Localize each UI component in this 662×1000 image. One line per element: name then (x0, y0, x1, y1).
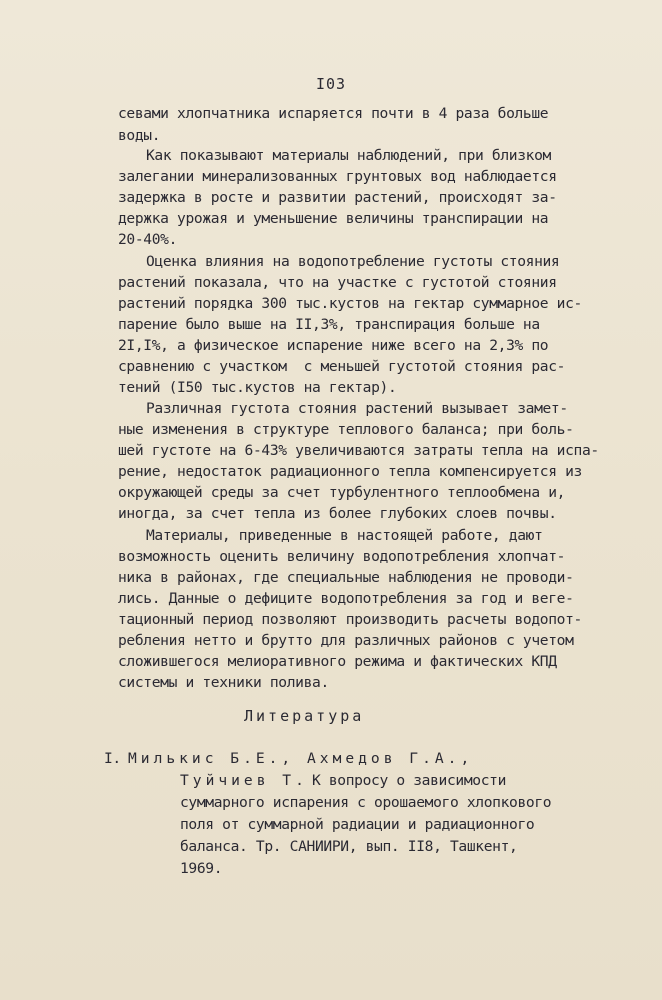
text-line: рение, недостаток радиационного тепла компенсируется из (118, 463, 582, 480)
text-line: задержка в росте и развитии растений, происходят за- (118, 189, 557, 206)
text-line: растений порядка 300 тыс.кустов на гектар суммарное ис- (118, 295, 582, 312)
page-number: I03 (315, 75, 347, 93)
text-line: севами хлопчатника испаряется почти в 4 раза больше (118, 105, 549, 122)
text-line: держка урожая и уменьшение величины транспирации на (118, 210, 549, 227)
reference-line: суммарного испарения с орошаемого хлопкового (180, 794, 552, 811)
reference-line: баланса. Тр. САНИИРИ, вып. II8, Ташкент, (180, 838, 518, 855)
text-line: возможность оценить величину водопотребления хлопчат- (118, 548, 566, 565)
text-line: 2I,I%, а физическое испарение ниже всего на 2,3% по (118, 337, 549, 354)
text-line: ребления нетто и брутто для различных районов с учетом (118, 632, 574, 649)
references-heading: Литература (244, 707, 365, 725)
text-line: растений показала, что на участке с густотой стояния (118, 274, 557, 291)
text-line: окружающей среды за счет турбулентного теплообмена и, (118, 484, 566, 501)
text-line: ника в районах, где специальные наблюдения не проводи- (118, 569, 574, 586)
text-line: сравнению с участком с меньшей густотой стояния рас- (118, 358, 566, 375)
reference-number: I. (104, 750, 121, 767)
reference-author2: Туйчиев Т. (180, 772, 308, 789)
text-line: системы и техники полива. (118, 674, 329, 691)
text-line: Различная густота стояния растений вызывает замет- (146, 400, 568, 417)
text-line: тений (I50 тыс.кустов на гектар). (118, 379, 397, 396)
text-line: Оценка влияния на водопотребление густоты стояния (146, 253, 560, 270)
reference-line: 1969. (180, 860, 223, 877)
text-line: иногда, за счет тепла из более глубоких слоев почвы. (118, 505, 557, 522)
text-line: парение было выше на II,3%, транспирация больше на (118, 316, 540, 333)
text-line: тационный период позволяют производить расчеты водопот- (118, 611, 582, 628)
reference-line: поля от суммарной радиации и радиационного (180, 816, 535, 833)
text-line: 20-40%. (118, 231, 178, 248)
text-line: Как показывают материалы наблюдений, при близком (146, 147, 551, 164)
text-line: сложившегося мелиоративного режима и фактических КПД (118, 653, 557, 670)
text-line: ные изменения в структуре теплового баланса; при боль- (118, 421, 574, 438)
reference-title: К вопросу о зависимости (312, 772, 507, 789)
text-line: залегании минерализованных грунтовых вод наблюдается (118, 168, 557, 185)
text-line: Материалы, приведенные в настоящей работе, дают (146, 527, 543, 544)
text-line: воды. (118, 127, 161, 144)
text-line: шей густоте на 6-43% увеличиваются затраты тепла на испа- (118, 442, 599, 459)
text-line: лись. Данные о дефиците водопотребления за год и веге- (118, 590, 574, 607)
reference-authors: Милькис Б.Е., Ахмедов Г.А., (128, 750, 474, 767)
